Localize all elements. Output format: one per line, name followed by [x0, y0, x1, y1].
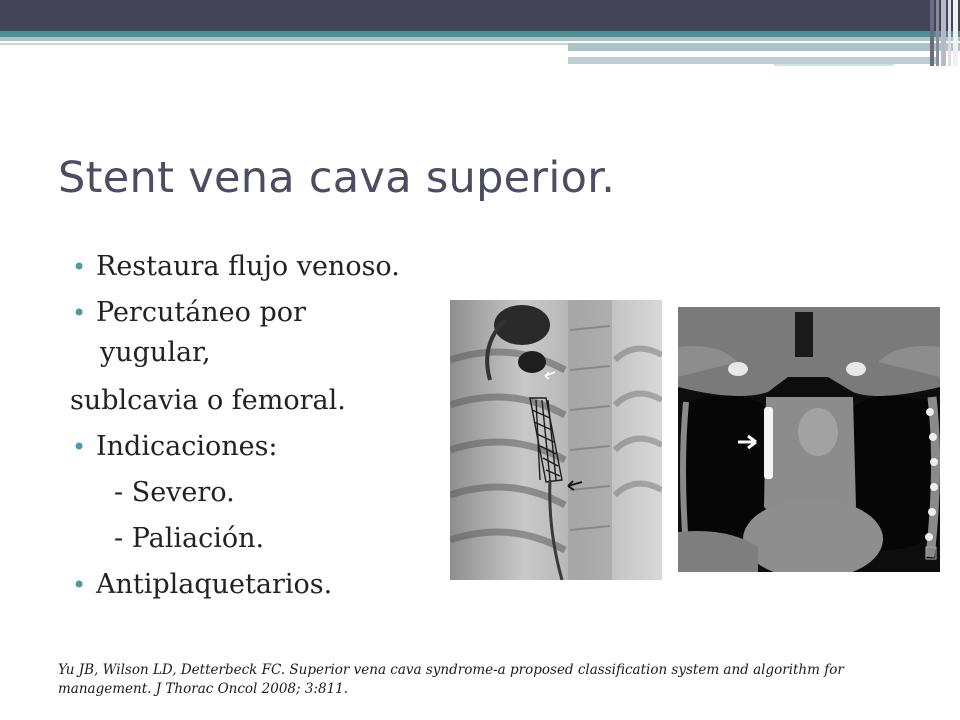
header-light-teal-stripe: [0, 37, 960, 41]
sub-item-text: - Paliación.: [114, 523, 265, 554]
header-lower-line: [568, 57, 938, 64]
bullet-marker: •: [72, 571, 87, 599]
bullet-item: [70, 293, 450, 333]
slide-title: Stent vena cava superior.: [58, 153, 616, 203]
bullet-after-line: [70, 381, 450, 421]
bullet-text: Percutáneo por: [96, 297, 306, 328]
bullet-marker: •: [72, 433, 87, 461]
sub-item: [70, 473, 450, 513]
bullet-item: [70, 565, 450, 605]
bullet-marker: •: [72, 253, 87, 281]
bullet-text: Antiplaquetarios.: [96, 569, 333, 600]
ct-drawing: [678, 307, 940, 572]
reference-citation: Yu JB, Wilson LD, Detterbeck FC. Superior vena cava syndrome-a proposed classification system and algorithm for management. J Thorac Oncol 2008; 3:811.: [58, 662, 844, 697]
ct-coronal-stent-image: [678, 307, 940, 572]
sub-item: [70, 519, 450, 559]
header-short-line: [774, 64, 894, 66]
bullet-text: Indicaciones:: [96, 431, 278, 462]
fluoroscopy-drawing: [450, 300, 662, 580]
header-white-line: [568, 51, 888, 53]
sub-item-text: - Severo.: [114, 477, 235, 508]
bullet-list: [70, 247, 450, 605]
fluoroscopy-stent-image: [450, 300, 662, 580]
bullet-marker: •: [72, 299, 87, 327]
header-thick-line: [568, 43, 960, 51]
bullet-after-text: sublcavia o femoral.: [70, 385, 346, 416]
bullet-text: Restaura flujo venoso.: [96, 251, 400, 282]
header-thin-line: [0, 43, 568, 45]
bullet-item: [70, 427, 450, 467]
header-corner-stripes: [930, 0, 960, 66]
bullet-continuation-text: yugular,: [100, 337, 211, 368]
bullet-item: [70, 247, 450, 287]
bullet-continuation: [70, 333, 450, 373]
header-dark-bar: [0, 0, 960, 31]
